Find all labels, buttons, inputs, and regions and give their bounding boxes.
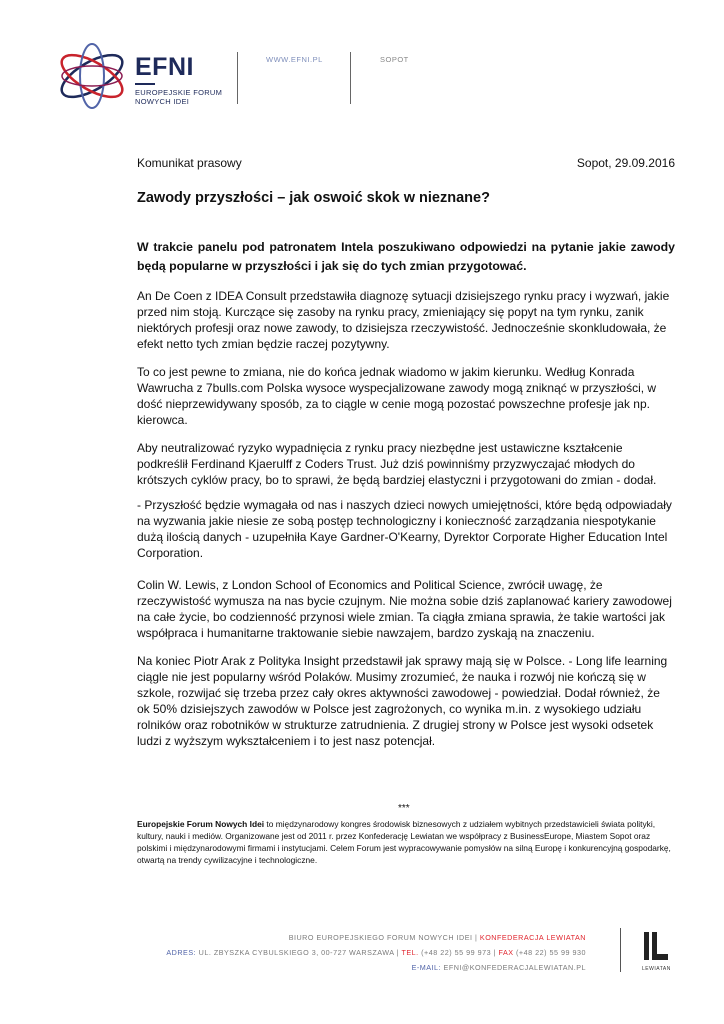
body-paragraph: An De Coen z IDEA Consult przedstawiła diagnozę sytuacji dzisiejszego rynku pracy i wyzwań, jakie przed nim stoją. Kurczące się zasoby na rynku pracy, zmieniający się popyt na tym rynku, zanik niektórych profesji oraz nowe zawody, to dzisiejsza rzeczywistość. Jednocześnie skonkludowała, że efekt netto tych zmian będzie raczej pozytywny.	[137, 289, 670, 351]
separator: |	[394, 948, 402, 957]
body-paragraph: Na koniec Piotr Arak z Polityka Insight przedstawił jak sprawy mają się w Polsce. - Long life learning ciągle nie jest popularny wśród Polaków. Musimy zrozumieć, że nauka i rozwój nie kończą się w szkole, rozwijać się trzeba przez cały okres aktywności zawodowej - powiedział. Dodał również, że ok 50% dzisiejszych zawodów w Polsce jest zagrożonych, co wynika m.in. z wysokiego udziału rolników oraz robotników w strukturze zatrudnienia. Z drugiej strony w Polsce jest wysoki odsetek ludzi z wyższym wykształceniem i to jest nasz potencjał.	[137, 654, 668, 748]
header-divider	[237, 52, 238, 104]
body-paragraph: Colin W. Lewis, z London School of Economics and Political Science, zwrócił uwagę, że rzeczywistość wymusza na nas bycie czujnym. Nie można sobie dziś zaplanować kariery zawodowej na całe życie, bo codzienność przynosi wiele zmian. Ta ciągła zmiana sprawia, że takie wartości jak współpraca i humanitarne traktowanie siebie nawzajem, bardzo zyskają na znaczeniu.	[137, 578, 672, 640]
lewiatan-logo-icon	[640, 930, 670, 966]
efni-logo-icon	[52, 40, 132, 112]
release-date: Sopot, 29.09.2016	[576, 156, 675, 170]
org-name: KONFEDERACJA LEWIATAN	[479, 933, 586, 942]
contact-email-line	[166, 960, 586, 975]
email-link[interactable]: EFNI@KONFEDERACJALEWIATAN.PL	[441, 963, 586, 972]
header-divider	[350, 52, 351, 104]
separator: |	[491, 948, 499, 957]
footer-note-text: to międzynarodowy kongres środowisk biznesowych z udziałem wybitnych przedstawicieli świata polityki, kultury, nauki i mediów. Organizowane jest od 2011 r. przez Konfederację Lewiatan we współpracy z BusinessEurope, Miastem Sopot oraz polskimi i międzynarodowymi firmami i instytucjami. Celem Forum jest wypracowywanie pomysłów na silną Europę i konkurencyjną gospodarkę, otwartą na trendy cywilizacyjne i technologiczne.	[137, 819, 671, 865]
brand-subtitle-line1: EUROPEJSKIE FORUM	[135, 88, 223, 97]
contact-address-line	[166, 945, 586, 960]
lewiatan-logo-label: LEWIATAN	[642, 966, 671, 972]
fax-label: FAX	[498, 948, 514, 957]
header-city: SOPOT	[380, 55, 409, 64]
page-title: Zawody przyszłości – jak oswoić skok w nieznane?	[137, 190, 490, 206]
address: UL. ZBYSZKA CYBULSKIEGO 3, 00-727 WARSZAWA	[196, 948, 395, 957]
tel: (+48 22) 55 99 973	[418, 948, 492, 957]
section-separator: ***	[398, 803, 410, 814]
body-paragraph: To co jest pewne to zmiana, nie do końca jednak wiadomo w jakim kierunku. Według Konrada Wawrucha z 7bulls.com Polska wysoce wyspecjalizowane zawody mogą zniknąć w przyszłości, w dość nieprzewidywany sposób, za to ciągle w cenie mogą pozostać powszechne profesje jak np. kierowca.	[137, 365, 657, 427]
release-type: Komunikat prasowy	[137, 156, 242, 170]
email-label: E-MAIL:	[411, 963, 442, 972]
lead-paragraph: W trakcie panelu pod patronatem Intela poszukiwano odpowiedzi na pytanie jakie zawody będą popularne w przyszłości i jak się do tych zmian przygotować.	[137, 240, 675, 273]
header-url-link[interactable]: WWW.EFNI.PL	[266, 55, 323, 64]
separator: |	[472, 933, 480, 942]
contact-office-line	[166, 930, 586, 945]
contact-block	[166, 930, 586, 975]
brand-name: EFNI	[135, 53, 194, 81]
footer-org-name: Europejskie Forum Nowych Idei	[137, 819, 265, 829]
contact-divider	[620, 928, 621, 972]
fax: (+48 22) 55 99 930	[513, 948, 586, 957]
brand-subtitle-line2: NOWYCH IDEI	[135, 97, 190, 106]
office-name: BIURO EUROPEJSKIEGO FORUM NOWYCH IDEI	[288, 933, 473, 942]
body-paragraph: Aby neutralizować ryzyko wypadnięcia z rynku pracy niezbędne jest ustawiczne kształcenie podkreślił Ferdinand Kjaerulff z Coders Trust. Już dziś powinniśmy przyzwyczajać młodych do krótszych cyklów pracy, bo to sprawi, że będą bardziej elastyczni i przygotowani do zmian - dodał.	[137, 441, 657, 487]
footer-note	[137, 818, 677, 866]
tel-label: TEL.	[401, 948, 419, 957]
address-label: ADRES:	[166, 948, 197, 957]
brand-rule	[135, 83, 155, 85]
body-paragraph: - Przyszłość będzie wymagała od nas i naszych dzieci nowych umiejętności, które będą odpowiadały na wyzwania jakie niesie ze sobą postęp technologiczny i konieczność zarządzania niespotykanie dużą ilością danych - uzupełniła Kaye Gardner-O'Kearny, Dyrektor Corporate Higher Education Intel Corporation.	[137, 498, 672, 560]
